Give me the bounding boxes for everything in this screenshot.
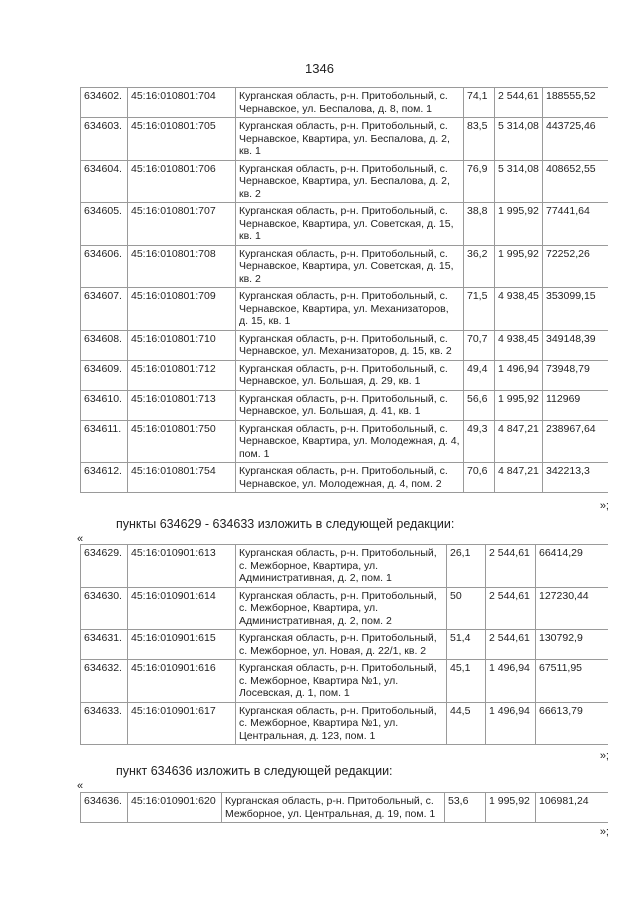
area-cell: 44,5 [447, 702, 486, 745]
cadastral-value-cell: 73948,79 [543, 360, 608, 390]
instruction-text: пункт 634636 изложить в следующей редакции: [116, 764, 393, 778]
item-number-cell: 634612. [81, 463, 128, 493]
cadastral-value-cell: 353099,15 [543, 288, 608, 331]
table-row [81, 702, 608, 745]
cadastral-number-cell: 45:16:010801:754 [128, 463, 236, 493]
item-number-cell: 634608. [81, 330, 128, 360]
area-cell: 74,1 [464, 88, 495, 118]
address-cell: Курганская область, р-н. Притобольный, с. Межборное, ул. Новая, д. 22/1, кв. 2 [236, 630, 447, 660]
address-cell: Курганская область, р-н. Притобольный, с. Чернавское, Квартира, ул. Советская, д. 15, кв. 2 [236, 245, 464, 288]
address-cell: Курганская область, р-н. Притобольный, с. Межборное, Квартира, ул. Административная, д. 2, пом. 2 [236, 587, 447, 630]
address-cell: Курганская область, р-н. Притобольный, с. Межборное, Квартира №1, ул. Лосевская, д. 1, пом. 1 [236, 660, 447, 703]
cadastral-value-cell: 238967,64 [543, 420, 608, 463]
cadastral-value-per-unit-cell: 1 995,92 [486, 793, 536, 823]
table-row [81, 160, 608, 203]
cadastral-number-cell: 45:16:010901:620 [128, 793, 222, 823]
cadastral-number-cell: 45:16:010801:706 [128, 160, 236, 203]
cadastral-value-cell: 188555,52 [543, 88, 608, 118]
cadastral-value-cell: 408652,55 [543, 160, 608, 203]
cadastral-value-cell: 106981,24 [536, 793, 608, 823]
table-row [81, 630, 608, 660]
area-cell: 76,9 [464, 160, 495, 203]
cadastral-number-cell: 45:16:010801:710 [128, 330, 236, 360]
cadastral-value-per-unit-cell: 5 314,08 [495, 118, 543, 161]
item-number-cell: 634631. [81, 630, 128, 660]
area-cell: 49,4 [464, 360, 495, 390]
item-number-cell: 634636. [81, 793, 128, 823]
area-cell: 51,4 [447, 630, 486, 660]
cadastral-value-cell: 127230,44 [536, 587, 608, 630]
cadastral-value-cell: 342213,3 [543, 463, 608, 493]
cadastral-value-cell: 77441,64 [543, 203, 608, 246]
cadastral-value-per-unit-cell: 2 544,61 [486, 630, 536, 660]
cadastral-value-per-unit-cell: 4 847,21 [495, 420, 543, 463]
item-number-cell: 634610. [81, 390, 128, 420]
cadastral-value-cell: 130792,9 [536, 630, 608, 660]
cadastral-number-cell: 45:16:010901:613 [128, 545, 236, 588]
address-cell: Курганская область, р-н. Притобольный, с. Чернавское, ул. Большая, д. 29, кв. 1 [236, 360, 464, 390]
table-row [81, 245, 608, 288]
cadastral-value-cell: 112969 [543, 390, 608, 420]
item-number-cell: 634606. [81, 245, 128, 288]
area-cell: 71,5 [464, 288, 495, 331]
item-number-cell: 634611. [81, 420, 128, 463]
cadastral-number-cell: 45:16:010801:707 [128, 203, 236, 246]
item-number-cell: 634602. [81, 88, 128, 118]
cadastral-value-per-unit-cell: 4 938,45 [495, 330, 543, 360]
address-cell: Курганская область, р-н. Притобольный, с. Межборное, ул. Центральная, д. 19, пом. 1 [222, 793, 445, 823]
item-number-cell: 634605. [81, 203, 128, 246]
cadastral-number-cell: 45:16:010901:616 [128, 660, 236, 703]
cadastral-value-cell: 66613,79 [536, 702, 608, 745]
cadastral-table-2 [80, 544, 608, 745]
cadastral-number-cell: 45:16:010901:617 [128, 702, 236, 745]
table-row [81, 587, 608, 630]
item-number-cell: 634629. [81, 545, 128, 588]
address-cell: Курганская область, р-н. Притобольный, с. Чернавское, Квартира, ул. Беспалова, д. 2, кв. 2 [236, 160, 464, 203]
area-cell: 83,5 [464, 118, 495, 161]
closing-quote: »; [599, 826, 609, 838]
address-cell: Курганская область, р-н. Притобольный, с. Чернавское, Квартира, ул. Молодежная, д. 4, пом. 1 [236, 420, 464, 463]
item-number-cell: 634632. [81, 660, 128, 703]
cadastral-value-cell: 67511,95 [536, 660, 608, 703]
cadastral-number-cell: 45:16:010801:704 [128, 88, 236, 118]
table-row [81, 88, 608, 118]
cadastral-value-per-unit-cell: 2 544,61 [486, 587, 536, 630]
table-row [81, 463, 608, 493]
cadastral-value-per-unit-cell: 5 314,08 [495, 160, 543, 203]
cadastral-number-cell: 45:16:010801:709 [128, 288, 236, 331]
item-number-cell: 634603. [81, 118, 128, 161]
table-row [81, 390, 608, 420]
table-row [81, 330, 608, 360]
cadastral-value-cell: 443725,46 [543, 118, 608, 161]
address-cell: Курганская область, р-н. Притобольный, с. Чернавское, ул. Беспалова, д. 8, пом. 1 [236, 88, 464, 118]
item-number-cell: 634633. [81, 702, 128, 745]
area-cell: 36,2 [464, 245, 495, 288]
table-row [81, 793, 608, 823]
cadastral-table-1 [80, 87, 608, 493]
item-number-cell: 634604. [81, 160, 128, 203]
address-cell: Курганская область, р-н. Притобольный, с. Чернавское, Квартира, ул. Беспалова, д. 2, кв. 1 [236, 118, 464, 161]
cadastral-value-per-unit-cell: 1 496,94 [495, 360, 543, 390]
closing-quote: »; [599, 750, 609, 762]
cadastral-value-per-unit-cell: 1 995,92 [495, 203, 543, 246]
address-cell: Курганская область, р-н. Притобольный, с. Чернавское, ул. Большая, д. 41, кв. 1 [236, 390, 464, 420]
area-cell: 56,6 [464, 390, 495, 420]
table-row [81, 203, 608, 246]
area-cell: 49,3 [464, 420, 495, 463]
cadastral-value-per-unit-cell: 4 847,21 [495, 463, 543, 493]
cadastral-value-per-unit-cell: 2 544,61 [486, 545, 536, 588]
cadastral-value-per-unit-cell: 1 496,94 [486, 702, 536, 745]
cadastral-value-per-unit-cell: 1 995,92 [495, 390, 543, 420]
area-cell: 45,1 [447, 660, 486, 703]
closing-quote: »; [599, 500, 609, 512]
cadastral-number-cell: 45:16:010801:713 [128, 390, 236, 420]
address-cell: Курганская область, р-н. Притобольный, с. Чернавское, ул. Молодежная, д. 4, пом. 2 [236, 463, 464, 493]
cadastral-value-per-unit-cell: 2 544,61 [495, 88, 543, 118]
area-cell: 70,6 [464, 463, 495, 493]
item-number-cell: 634609. [81, 360, 128, 390]
address-cell: Курганская область, р-н. Притобольный, с. Межборное, Квартира №1, ул. Центральная, д. 123, пом. 1 [236, 702, 447, 745]
cadastral-value-per-unit-cell: 4 938,45 [495, 288, 543, 331]
table-row [81, 288, 608, 331]
cadastral-value-per-unit-cell: 1 496,94 [486, 660, 536, 703]
item-number-cell: 634630. [81, 587, 128, 630]
table-row [81, 660, 608, 703]
area-cell: 53,6 [445, 793, 486, 823]
table-row [81, 118, 608, 161]
table-row [81, 360, 608, 390]
cadastral-number-cell: 45:16:010801:705 [128, 118, 236, 161]
cadastral-table-3 [80, 792, 608, 823]
area-cell: 50 [447, 587, 486, 630]
table-row [81, 420, 608, 463]
address-cell: Курганская область, р-н. Притобольный, с. Чернавское, ул. Механизаторов, д. 15, кв. 2 [236, 330, 464, 360]
table-row [81, 545, 608, 588]
cadastral-number-cell: 45:16:010801:750 [128, 420, 236, 463]
cadastral-number-cell: 45:16:010901:615 [128, 630, 236, 660]
area-cell: 26,1 [447, 545, 486, 588]
address-cell: Курганская область, р-н. Притобольный, с. Чернавское, Квартира, ул. Механизаторов, д. 15, кв. 1 [236, 288, 464, 331]
cadastral-value-cell: 72252,26 [543, 245, 608, 288]
cadastral-number-cell: 45:16:010801:712 [128, 360, 236, 390]
cadastral-number-cell: 45:16:010901:614 [128, 587, 236, 630]
address-cell: Курганская область, р-н. Притобольный, с. Межборное, Квартира, ул. Административная, д. 2, пом. 1 [236, 545, 447, 588]
cadastral-value-cell: 66414,29 [536, 545, 608, 588]
cadastral-value-cell: 349148,39 [543, 330, 608, 360]
page-number: 1346 [305, 61, 334, 76]
opening-quote: « [77, 780, 84, 792]
area-cell: 70,7 [464, 330, 495, 360]
item-number-cell: 634607. [81, 288, 128, 331]
area-cell: 38,8 [464, 203, 495, 246]
cadastral-value-per-unit-cell: 1 995,92 [495, 245, 543, 288]
cadastral-number-cell: 45:16:010801:708 [128, 245, 236, 288]
instruction-text: пункты 634629 - 634633 изложить в следующей редакции: [116, 517, 455, 531]
address-cell: Курганская область, р-н. Притобольный, с. Чернавское, Квартира, ул. Советская, д. 15, кв. 1 [236, 203, 464, 246]
opening-quote: « [77, 533, 84, 545]
